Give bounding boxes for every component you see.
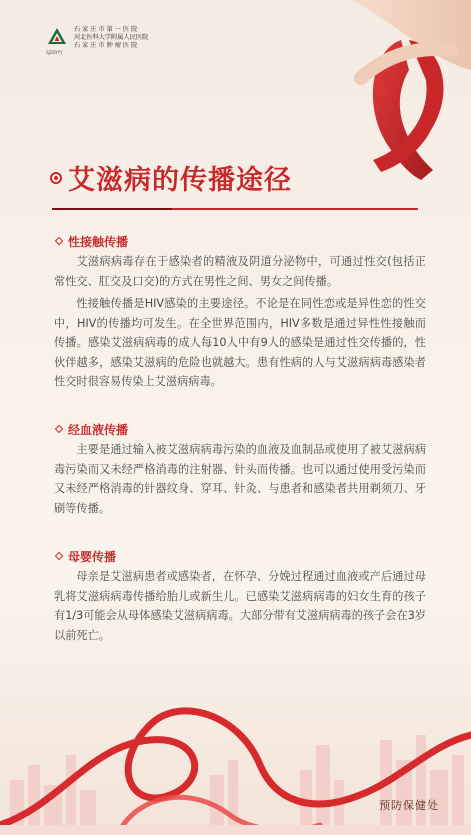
section-heading-text: 母婴传播 [68, 549, 117, 564]
section-diamond-icon [55, 425, 63, 433]
section-blood-transmission [54, 420, 426, 518]
hospital-logo [46, 26, 148, 50]
hospital-logo-icon [46, 26, 68, 48]
hospital-name-1: 石 家 庄 市 第 一 医 院 [74, 26, 138, 33]
section-diamond-icon [55, 552, 63, 560]
red-ribbon-icon [281, 0, 471, 190]
section-heading-text: 经血液传播 [68, 422, 129, 437]
section-diamond-icon [55, 237, 63, 245]
footer-department-label: 预防保健处 [379, 799, 439, 812]
section-heading [54, 547, 426, 565]
section-paragraph: 主要是通过输入被艾滋病病毒污染的血液及血制品或使用了被艾滋病病毒污染而又未经严格消毒的注射器、针头而传播。也可以通过使用受污染而又未经严格消毒的针器纹身、穿耳、针灸、与患者和感染者共用剃须刀、牙刷等传播。 [54, 443, 426, 515]
section-heading [54, 232, 426, 250]
section-paragraph: 母亲是艾滋病患者或感染者，在怀孕、分娩过程通过血液或产后通过母乳将艾滋病病毒传播给胎儿或新生儿。已感染艾滋病病毒的妇女生育的孩子有1/3可能会从母体感染艾滋病病毒。大部分带有艾滋病病毒的孩子会在3岁以前死亡。 [54, 570, 426, 642]
section-sexual-transmission [54, 232, 426, 392]
hospital-names [74, 26, 148, 50]
hospital-name-2: 河北医科大学附属人民医院 [74, 34, 149, 41]
section-paragraph: 性接触传播是HIV感染的主要途径。不论是在同性恋或是异性恋的性交中，HIV的传播均可发生。在全世界范围内，HIV多数是通过异性性接触而传播。感染艾滋病病毒的成人每10人中有9人的感染是通过性交传播的，性伙伴越多，感染艾滋病的危险也就越大。患有性病的人与艾滋病病毒感染者性交时很容易传染上艾滋病病毒。 [54, 297, 426, 388]
hospital-logo-sub: SJZDYYY [46, 50, 63, 55]
section-heading-text: 性接触传播 [68, 234, 129, 249]
title-bullet-icon [50, 172, 62, 184]
section-paragraph: 艾滋病病毒存在于感染者的精液及阴道分泌物中，可通过性交(包括正常性交、肛交及口交)的方式在男性之间、男女之间传播。 [54, 255, 426, 288]
section-heading [54, 420, 426, 438]
section-mother-to-child [54, 547, 426, 645]
title-underline-accent [52, 208, 172, 210]
hospital-name-3: 石 家 庄 市 肿 瘤 医 院 [74, 42, 138, 49]
page-title: 艾滋病的传播途径 [68, 165, 292, 196]
title-block [50, 158, 292, 197]
